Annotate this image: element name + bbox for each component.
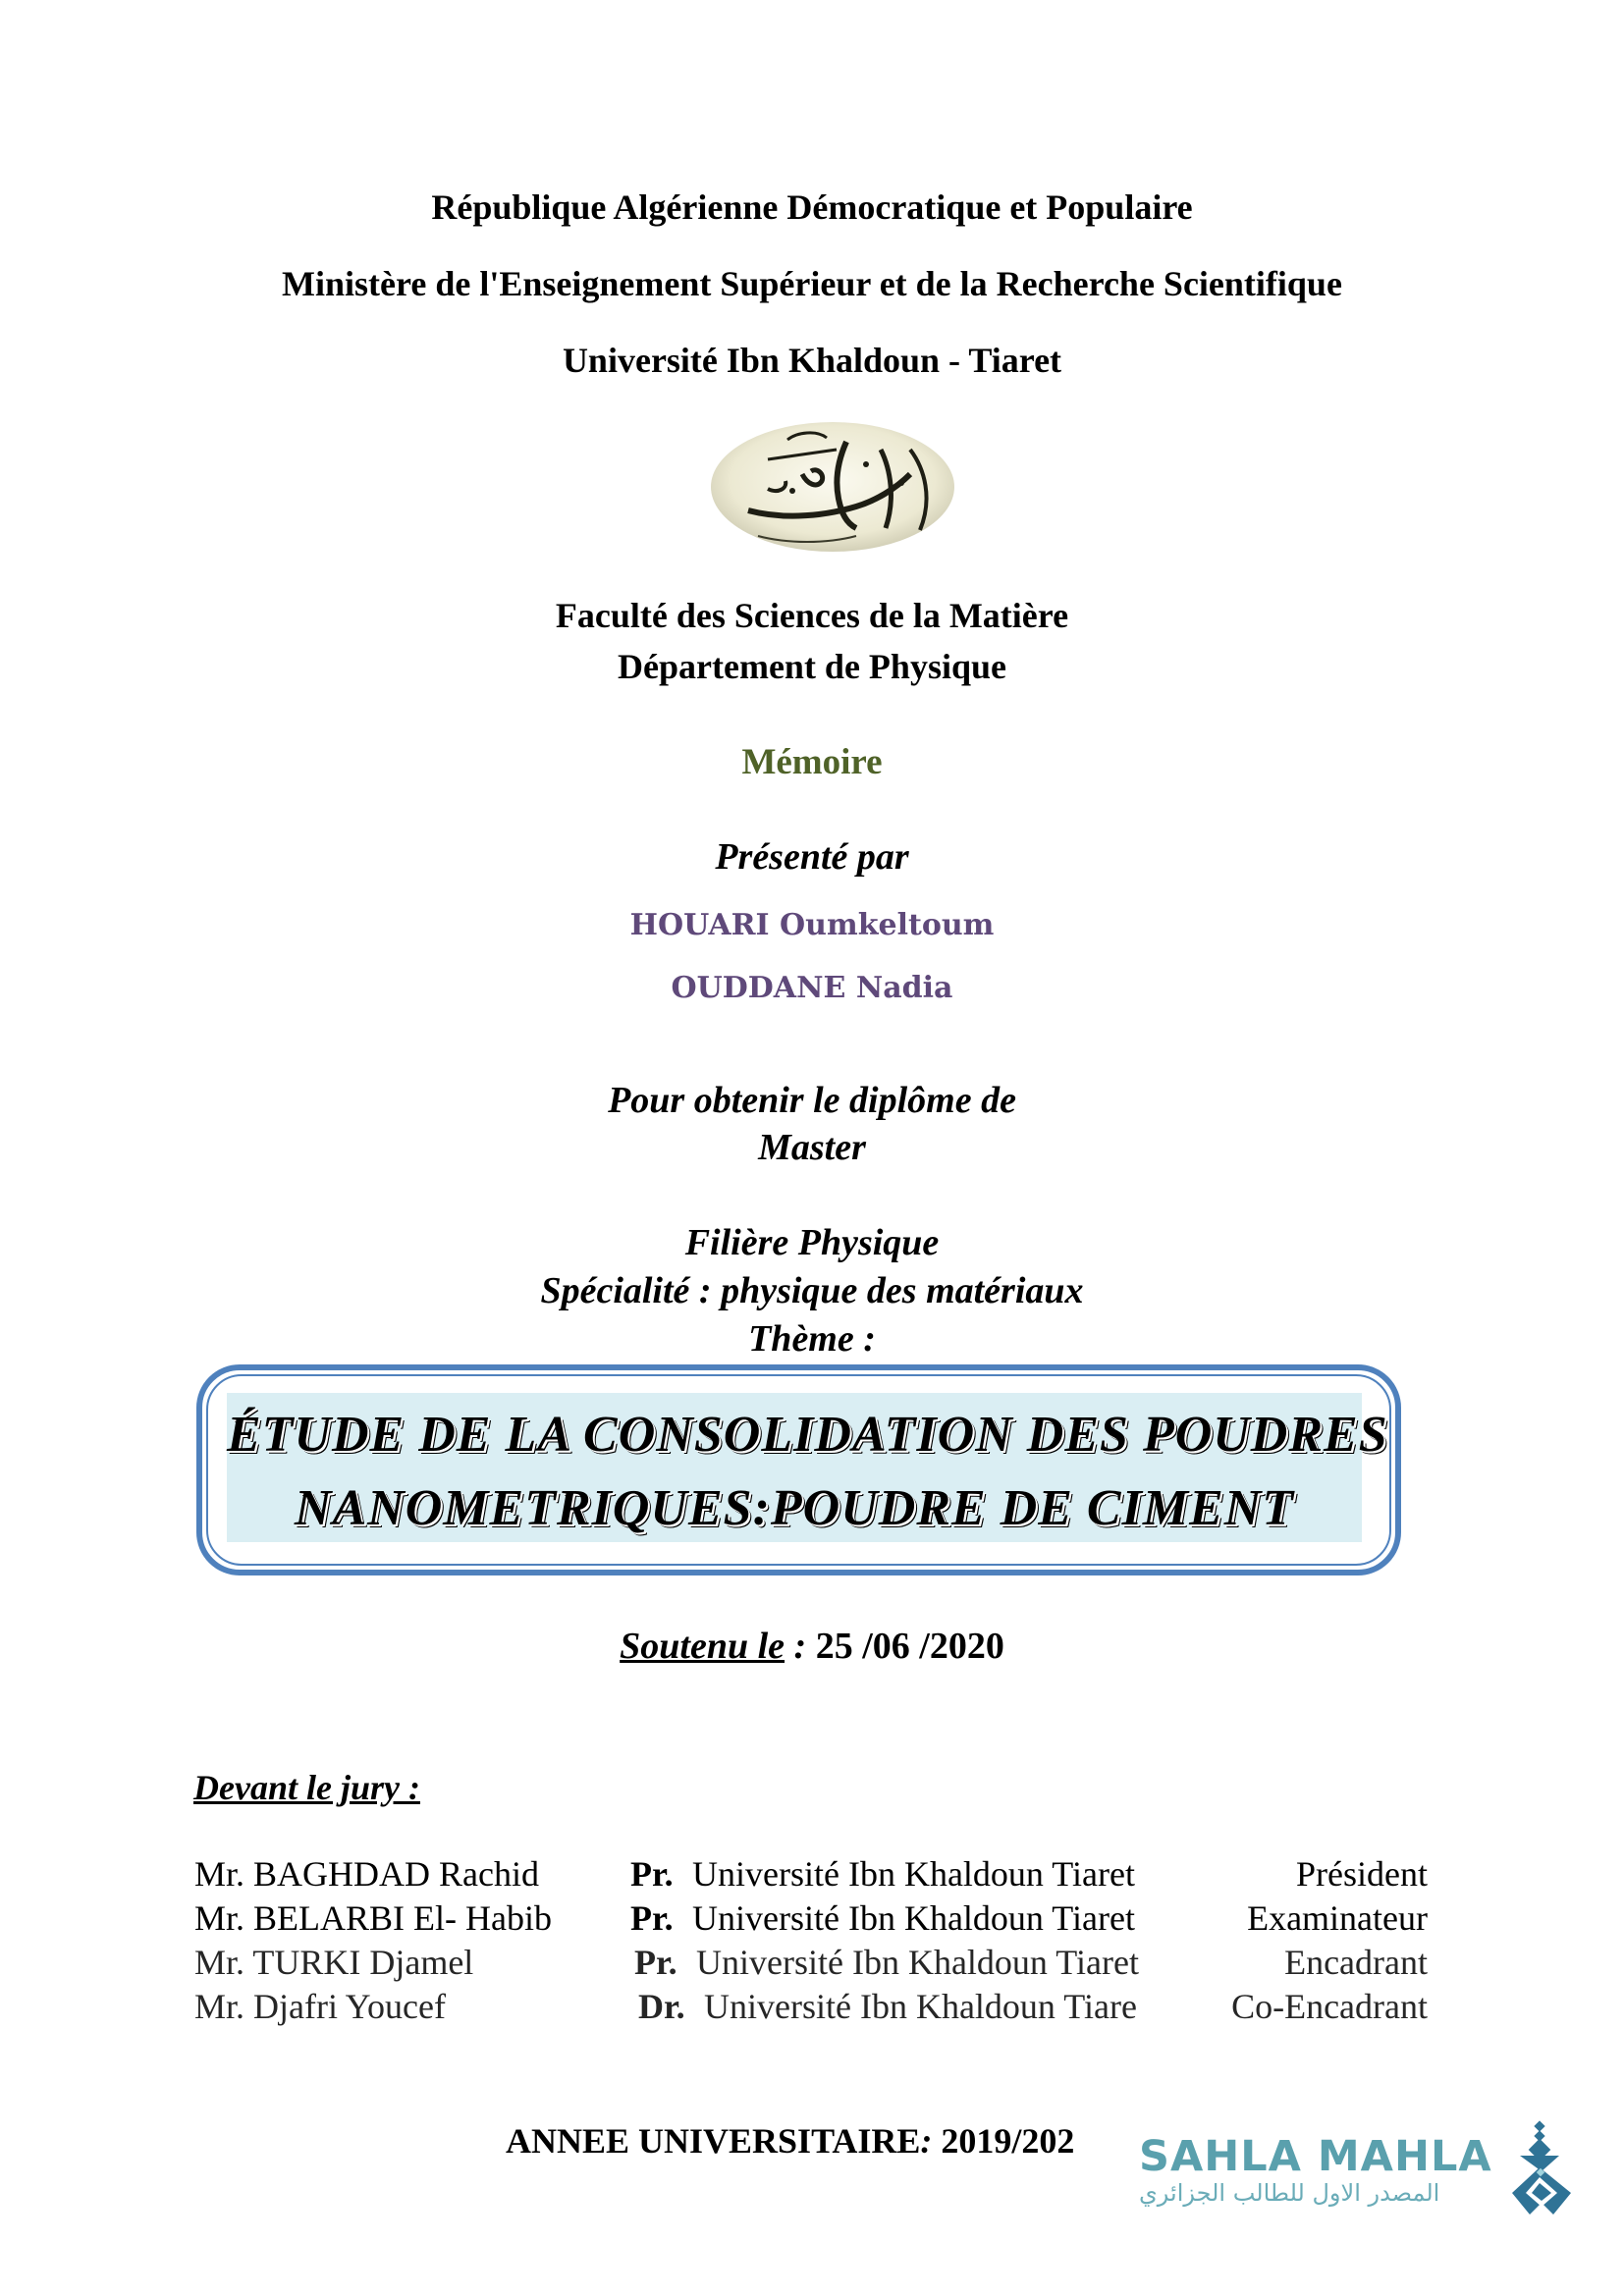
- watermark-subtitle: المصدر الاول للطالب الجزائري: [1139, 2179, 1440, 2207]
- defense-separator: :: [785, 1626, 816, 1667]
- jury-member-row: [0, 1942, 1624, 1986]
- presented-by-label: Présenté par: [715, 836, 909, 878]
- document-type: Mémoire: [741, 742, 883, 782]
- department-name: Département de Physique: [618, 647, 1006, 686]
- theme-label: Thème :: [748, 1318, 876, 1360]
- student-name: HOUARI Oumkeltoum: [629, 908, 995, 942]
- theme-title-line-2: NANOMETRIQUES:POUDRE DE CIMENT: [294, 1480, 1295, 1536]
- jury-grade: Pr.: [634, 1943, 677, 1982]
- defense-date-line: [0, 1625, 1624, 1668]
- faculty-name: Faculté des Sciences de la Matière: [555, 596, 1069, 635]
- jury-institution: Université Ibn Khaldoun Tiaret: [692, 1898, 1135, 1938]
- jury-institution: Université Ibn Khaldoun Tiaret: [692, 1854, 1135, 1894]
- jury-grade: Dr.: [638, 1987, 685, 2026]
- defense-label: Soutenu le: [620, 1626, 785, 1667]
- jury-institution: Université Ibn Khaldoun Tiare: [704, 1987, 1137, 2026]
- academic-year: [506, 2120, 1074, 2162]
- university-heading: Université Ibn Khaldoun - Tiaret: [562, 341, 1062, 380]
- defense-date: 25 /06 /2020: [815, 1626, 1004, 1667]
- jury-member-row: [0, 1853, 1624, 1897]
- jury-name: Mr. BAGHDAD Rachid: [194, 1854, 539, 1894]
- jury-member-row: [0, 1897, 1624, 1942]
- diploma-level: Master: [758, 1127, 866, 1168]
- jury-grade: Pr.: [630, 1854, 674, 1894]
- field-label: Filière Physique: [684, 1222, 940, 1263]
- jury-member-row: [0, 1986, 1624, 2030]
- student-name: OUDDANE Nadia: [671, 971, 953, 1005]
- jury-role: Président: [1296, 1854, 1428, 1894]
- jury-name: Mr. Djafri Youcef: [194, 1987, 446, 2026]
- jury-name: Mr. TURKI Djamel: [194, 1943, 474, 1982]
- theme-title-line-1: ÉTUDE DE LA CONSOLIDATION DES POUDRES: [227, 1407, 1388, 1463]
- jury-institution: Université Ibn Khaldoun Tiaret: [696, 1943, 1139, 1982]
- ministry-heading: Ministère de l'Enseignement Supérieur et de la Recherche Scientifique: [282, 264, 1342, 303]
- jury-name: Mr. BELARBI El- Habib: [194, 1898, 552, 1938]
- jury-role: Examinateur: [1247, 1898, 1428, 1938]
- jury-role: Co-Encadrant: [1231, 1987, 1428, 2026]
- jury-grade: Pr.: [630, 1898, 674, 1938]
- jury-role: Encadrant: [1284, 1943, 1428, 1982]
- university-logo: [709, 420, 956, 556]
- academic-year-value: 2019/202: [941, 2121, 1075, 2161]
- academic-year-separator: :: [920, 2121, 942, 2161]
- sahla-mahla-logo-icon: [1502, 2120, 1581, 2218]
- diploma-line: Pour obtenir le diplôme de: [608, 1080, 1016, 1121]
- watermark: [1139, 2132, 1512, 2207]
- watermark-title: SAHLA MAHLA: [1139, 2132, 1492, 2181]
- jury-heading: Devant le jury :: [193, 1768, 420, 1807]
- academic-year-label: ANNEE UNIVERSITAIRE: [506, 2121, 921, 2161]
- republic-heading: République Algérienne Démocratique et Populaire: [431, 187, 1193, 227]
- specialty-label: Spécialité : physique des matériaux: [540, 1270, 1084, 1311]
